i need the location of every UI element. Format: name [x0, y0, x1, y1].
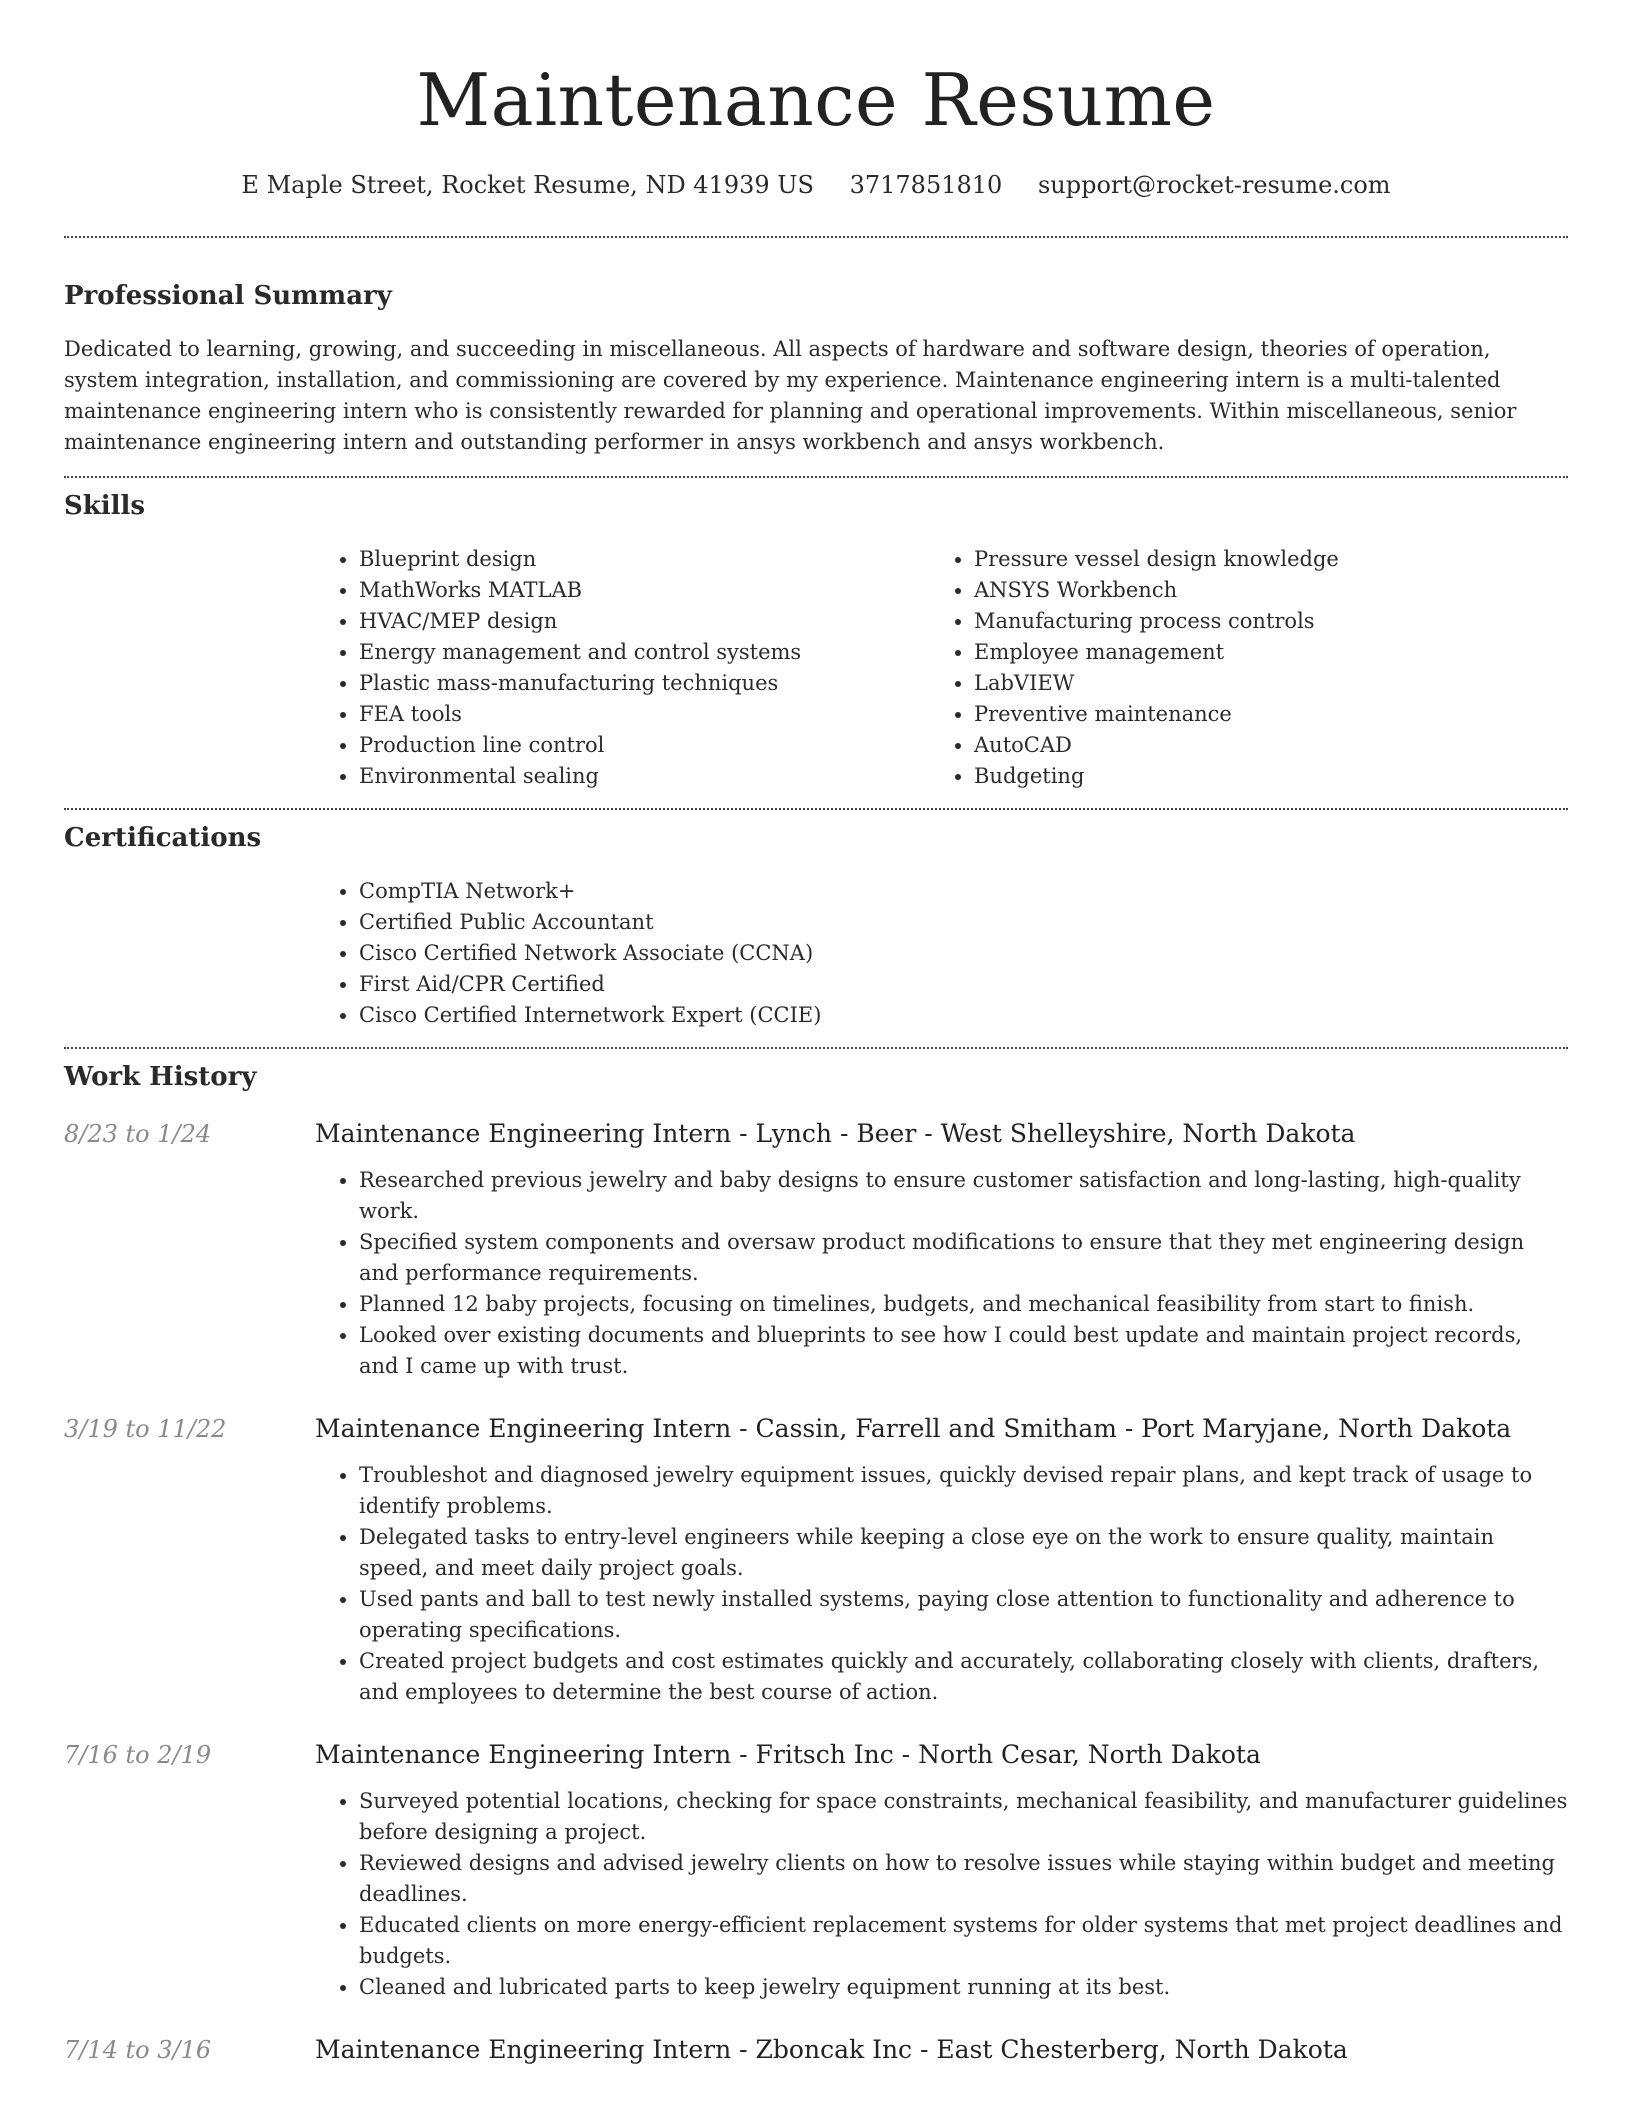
list-item: • Preventive maintenance	[974, 699, 1545, 730]
job-bullets	[315, 1460, 1568, 1708]
list-item: • HVAC/MEP design	[359, 606, 930, 637]
job-bullet: • Cleaned and lubricated parts to keep jewelry equipment running at its best.	[359, 1972, 1568, 2003]
certifications-section	[64, 820, 1568, 1031]
skills-list-right	[930, 544, 1545, 792]
job-title: Maintenance Engineering Intern - Zboncak Inc - East Chesterberg, North Dakota	[315, 2035, 1348, 2064]
list-item: • Environmental sealing	[359, 761, 930, 792]
resume-page	[64, 0, 1568, 2067]
certifications-heading: Certifications	[64, 823, 262, 853]
job-bullets	[315, 1165, 1568, 1382]
resume-name: Maintenance Resume	[416, 58, 1216, 142]
divider	[64, 1047, 1568, 1049]
job-body	[315, 1460, 1568, 1708]
skills-columns	[315, 544, 1568, 792]
skills-list-left	[315, 544, 930, 792]
job-body	[315, 1165, 1568, 1382]
job-bullet: • Planned 12 baby projects, focusing on timelines, budgets, and mechanical feasibility from start to finish.	[359, 1289, 1568, 1320]
job-header	[64, 1117, 1568, 1151]
list-item: • Cisco Certified Network Associate (CCNA)	[359, 938, 1568, 969]
list-item: • Cisco Certified Internetwork Expert (CCIE)	[359, 1000, 1568, 1031]
job-bullet: • Used pants and ball to test newly installed systems, paying close attention to functionality and adherence to operating specifications.	[359, 1584, 1568, 1646]
job-bullet: • Surveyed potential locations, checking for space constraints, mechanical feasibility, and manufacturer guidelines before designing a project.	[359, 1786, 1568, 1848]
list-item: • Pressure vessel design knowledge	[974, 544, 1545, 575]
list-item: • Energy management and control systems	[359, 637, 930, 668]
job-title: Maintenance Engineering Intern - Fritsch Inc - North Cesar, North Dakota	[315, 1740, 1261, 1769]
job-entry	[64, 1738, 1568, 2003]
job-bullet: • Educated clients on more energy-efficient replacement systems for older systems that met project deadlines and budgets.	[359, 1910, 1568, 1972]
divider	[64, 236, 1568, 238]
job-header	[64, 1412, 1568, 1446]
list-item: • Manufacturing process controls	[974, 606, 1545, 637]
job-list	[64, 1117, 1568, 2067]
job-bullet: • Delegated tasks to entry-level engineers while keeping a close eye on the work to ensure quality, maintain speed, and meet daily project goals.	[359, 1522, 1568, 1584]
list-item: • CompTIA Network+	[359, 876, 1568, 907]
job-entry	[64, 1117, 1568, 1382]
list-item: • LabVIEW	[974, 668, 1545, 699]
job-dates: 7/16 to 2/19	[64, 1741, 212, 1769]
list-item: • Employee management	[974, 637, 1545, 668]
job-title: Maintenance Engineering Intern - Cassin, Farrell and Smitham - Port Maryjane, North Dakota	[315, 1414, 1512, 1443]
list-item: • Plastic mass-manufacturing techniques	[359, 668, 930, 699]
list-item: • FEA tools	[359, 699, 930, 730]
job-bullet: • Created project budgets and cost estimates quickly and accurately, collaborating closely with clients, drafters, and employees to determine the best course of action.	[359, 1646, 1568, 1708]
job-dates: 3/19 to 11/22	[64, 1415, 227, 1443]
list-item: • Blueprint design	[359, 544, 930, 575]
skills-section	[64, 488, 1568, 792]
job-header	[64, 2033, 1568, 2067]
skills-column-left	[315, 544, 930, 792]
job-bullet: • Specified system components and oversaw product modifications to ensure that they met engineering design and performance requirements.	[359, 1227, 1568, 1289]
list-item: • Budgeting	[974, 761, 1545, 792]
list-item: • Production line control	[359, 730, 930, 761]
contact-phone: 3717851810	[849, 171, 1003, 199]
list-item: • MathWorks MATLAB	[359, 575, 930, 606]
job-dates: 7/14 to 3/16	[64, 2036, 212, 2064]
job-bullet: • Troubleshot and diagnosed jewelry equipment issues, quickly devised repair plans, and kept track of usage to identify problems.	[359, 1460, 1568, 1522]
job-entry	[64, 1412, 1568, 1708]
work-section	[64, 1059, 1568, 2067]
list-item: • Certified Public Accountant	[359, 907, 1568, 938]
job-bullet: • Reviewed designs and advised jewelry clients on how to resolve issues while staying within budget and meeting deadlines.	[359, 1848, 1568, 1910]
job-dates: 8/23 to 1/24	[64, 1120, 212, 1148]
summary-heading: Professional Summary	[64, 281, 392, 311]
work-heading: Work History	[64, 1062, 257, 1092]
list-item: • AutoCAD	[974, 730, 1545, 761]
contact-address: E Maple Street, Rocket Resume, ND 41939 US	[241, 171, 814, 199]
list-item: • ANSYS Workbench	[974, 575, 1545, 606]
skills-heading: Skills	[64, 491, 146, 521]
contact-email: support@rocket-resume.com	[1037, 171, 1391, 199]
divider	[64, 808, 1568, 810]
list-item: • First Aid/CPR Certified	[359, 969, 1568, 1000]
job-bullet: • Researched previous jewelry and baby designs to ensure customer satisfaction and long-lasting, high-quality work.	[359, 1165, 1568, 1227]
contact-line	[64, 168, 1568, 202]
summary-text: Dedicated to learning, growing, and succeeding in miscellaneous. All aspects of hardware and software design, theories of operation, system integration, installation, and commissioning are covered by my experience. Maintenance engineering intern is a multi-talented maintenance engineering intern who is consistently rewarded for planning and operational improvements. Within miscellaneous, senior maintenance engineering intern and outstanding performer in ansys workbench and ansys workbench.	[64, 337, 1517, 454]
summary-section	[64, 278, 1568, 458]
job-entry	[64, 2033, 1568, 2067]
certifications-list	[315, 876, 1568, 1031]
job-bullets	[315, 1786, 1568, 2003]
job-title: Maintenance Engineering Intern - Lynch - Beer - West Shelleyshire, North Dakota	[315, 1119, 1356, 1148]
skills-column-right	[930, 544, 1545, 792]
divider	[64, 476, 1568, 478]
certifications-body	[315, 876, 1568, 1031]
job-bullet: • Looked over existing documents and blueprints to see how I could best update and maintain project records, and I came up with trust.	[359, 1320, 1568, 1382]
job-header	[64, 1738, 1568, 1772]
job-body	[315, 1786, 1568, 2003]
